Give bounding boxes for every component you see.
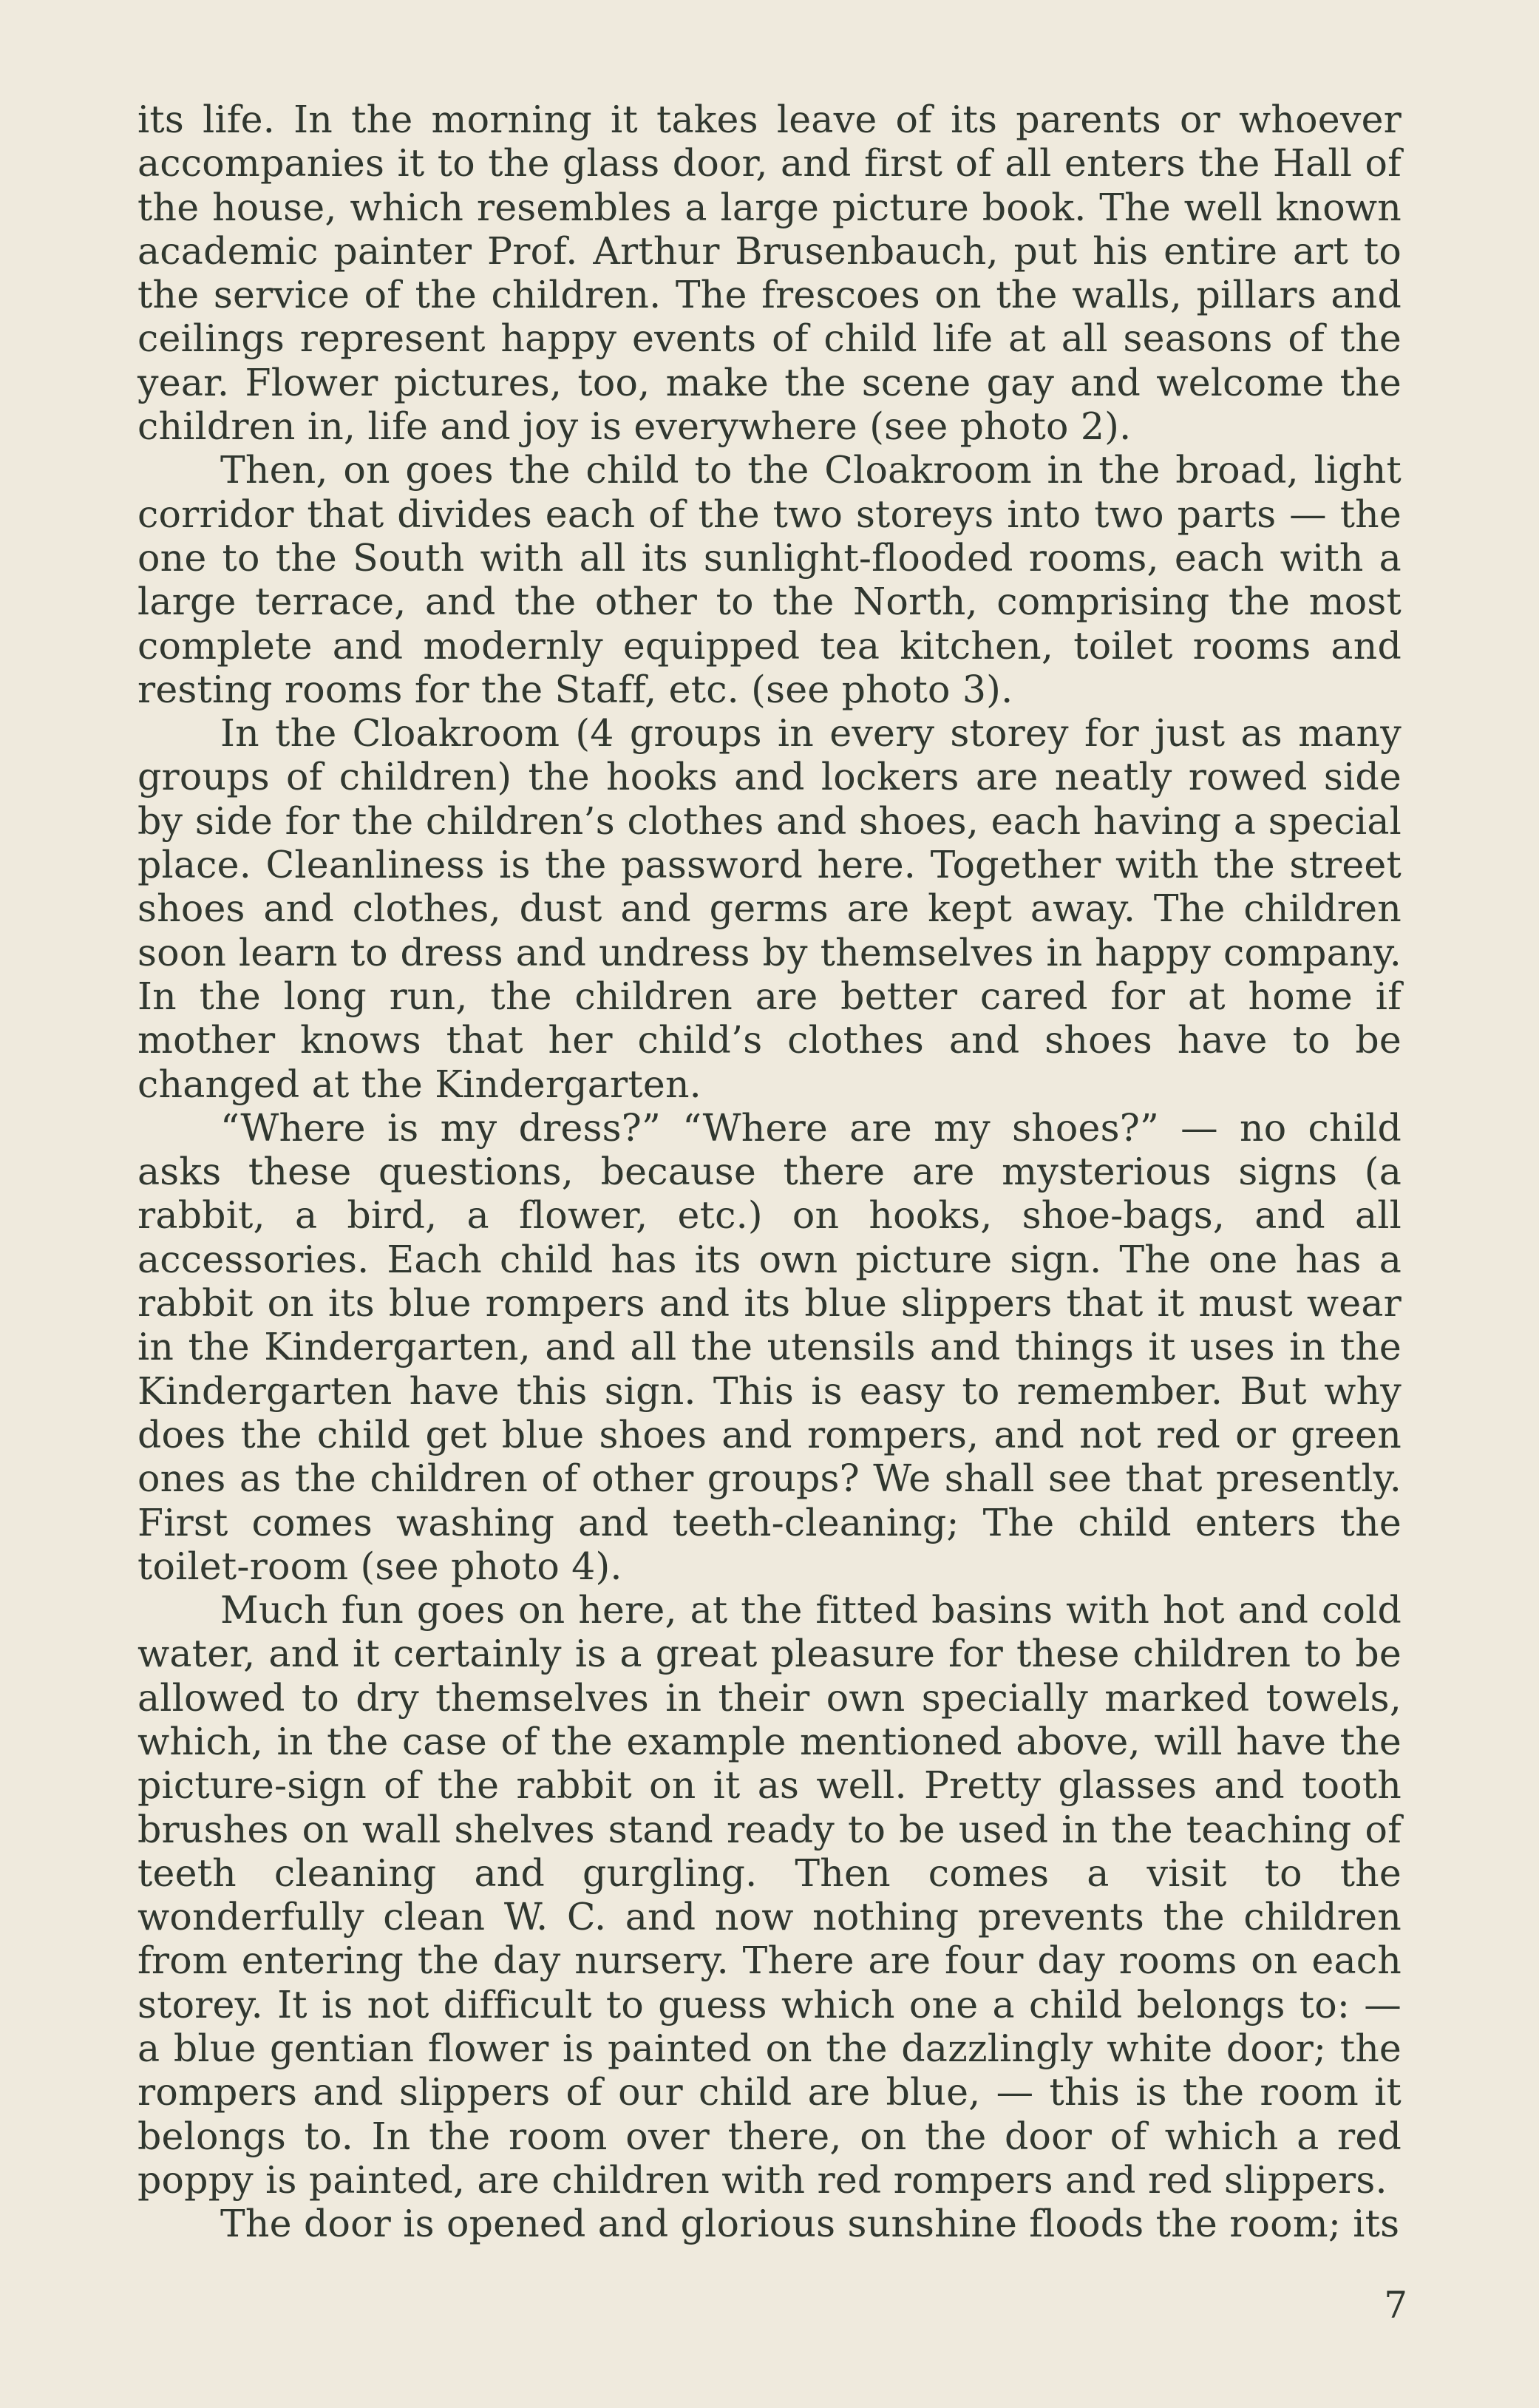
paragraph-picture-signs: “Where is my dress?” “Where are my shoes?” — no child asks these questions, because there are mysterious signs (a rabbit, a bird, a flower, etc.) on hooks, shoe-bags, and all accessories. Each child has its own picture sign. The one has a rabbit on its blue rompers and its blue slippers that it must wear in the Kindergarten, and all the utensils and things it uses in the Kindergarten have this sign. This is easy to remember. But why does the child get blue shoes and rompers, and not red or green ones as the children of other groups? We shall see that presently. First comes washing and teeth-cleaning; The child enters the toilet-room (see photo 4). xyxy=(137,1105,1402,1588)
paragraph-day-room: The door is opened and glorious sunshine floods the room; its xyxy=(220,2202,1400,2246)
body-text xyxy=(137,98,1402,2246)
paragraph-cloakroom-corridor: Then, on goes the child to the Cloakroom in the broad, light corridor that divides each of the two storeys into two parts — the one to the South with all its sunlight-flooded rooms, each with a large terrace, and the other to the North, comprising the most complete and modernly equipped tea kitchen, toilet rooms and resting rooms for the Staff, etc. (see photo 3). xyxy=(137,448,1402,711)
paragraph-toilet-room: Much fun goes on here, at the fitted basins with hot and cold water, and it certainly is a great pleasure for these children to be allowed to dry themselves in their own specially marked towels, which, in the case of the example mentioned above, will have the picture-sign of the rabbit on it as well. Pretty glasses and tooth brushes on wall shelves stand ready to be used in the teaching of teeth cleaning and gurgling. Then comes a visit to the wonderfully clean W. C. and now nothing prevents the children from entering the day nursery. There are four day rooms on each storey. It is not difficult to guess which one a child belongs to: — a blue gentian flower is painted on the dazzlingly white door; the rompers and slippers of our child are blue, — this is the room it belongs to. In the room over there, on the door of which a red poppy is painted, are children with red rompers and red slippers. xyxy=(137,1588,1402,2202)
page-number: 7 xyxy=(1384,2284,1407,2327)
paragraph-continuation: its life. In the morning it takes leave of its parents or whoever accompanies it to the glass door, and first of all enters the Hall of the house, which resembles a large picture book. The well known academic painter Prof. Arthur Brusenbauch, put his entire art to the service of the children. The frescoes on the walls, pillars and ceilings represent happy events of child life at all seasons of the year. Flower pictures, too, make the scene gay and welcome the children in, life and joy is everywhere (see photo 2). xyxy=(137,98,1402,449)
paragraph-cloakroom-lockers: In the Cloakroom (4 groups in every storey for just as many groups of children) the hooks and lockers are neatly rowed side by side for the children’s clothes and shoes, each having a special place. Cleanliness is the password here. Together with the street shoes and clothes, dust and germs are kept away. The children soon learn to dress and undress by themselves in happy company. In the long run, the children are better cared for at home if mother knows that her child’s clothes and shoes have to be changed at the Kindergarten. xyxy=(137,711,1402,1106)
